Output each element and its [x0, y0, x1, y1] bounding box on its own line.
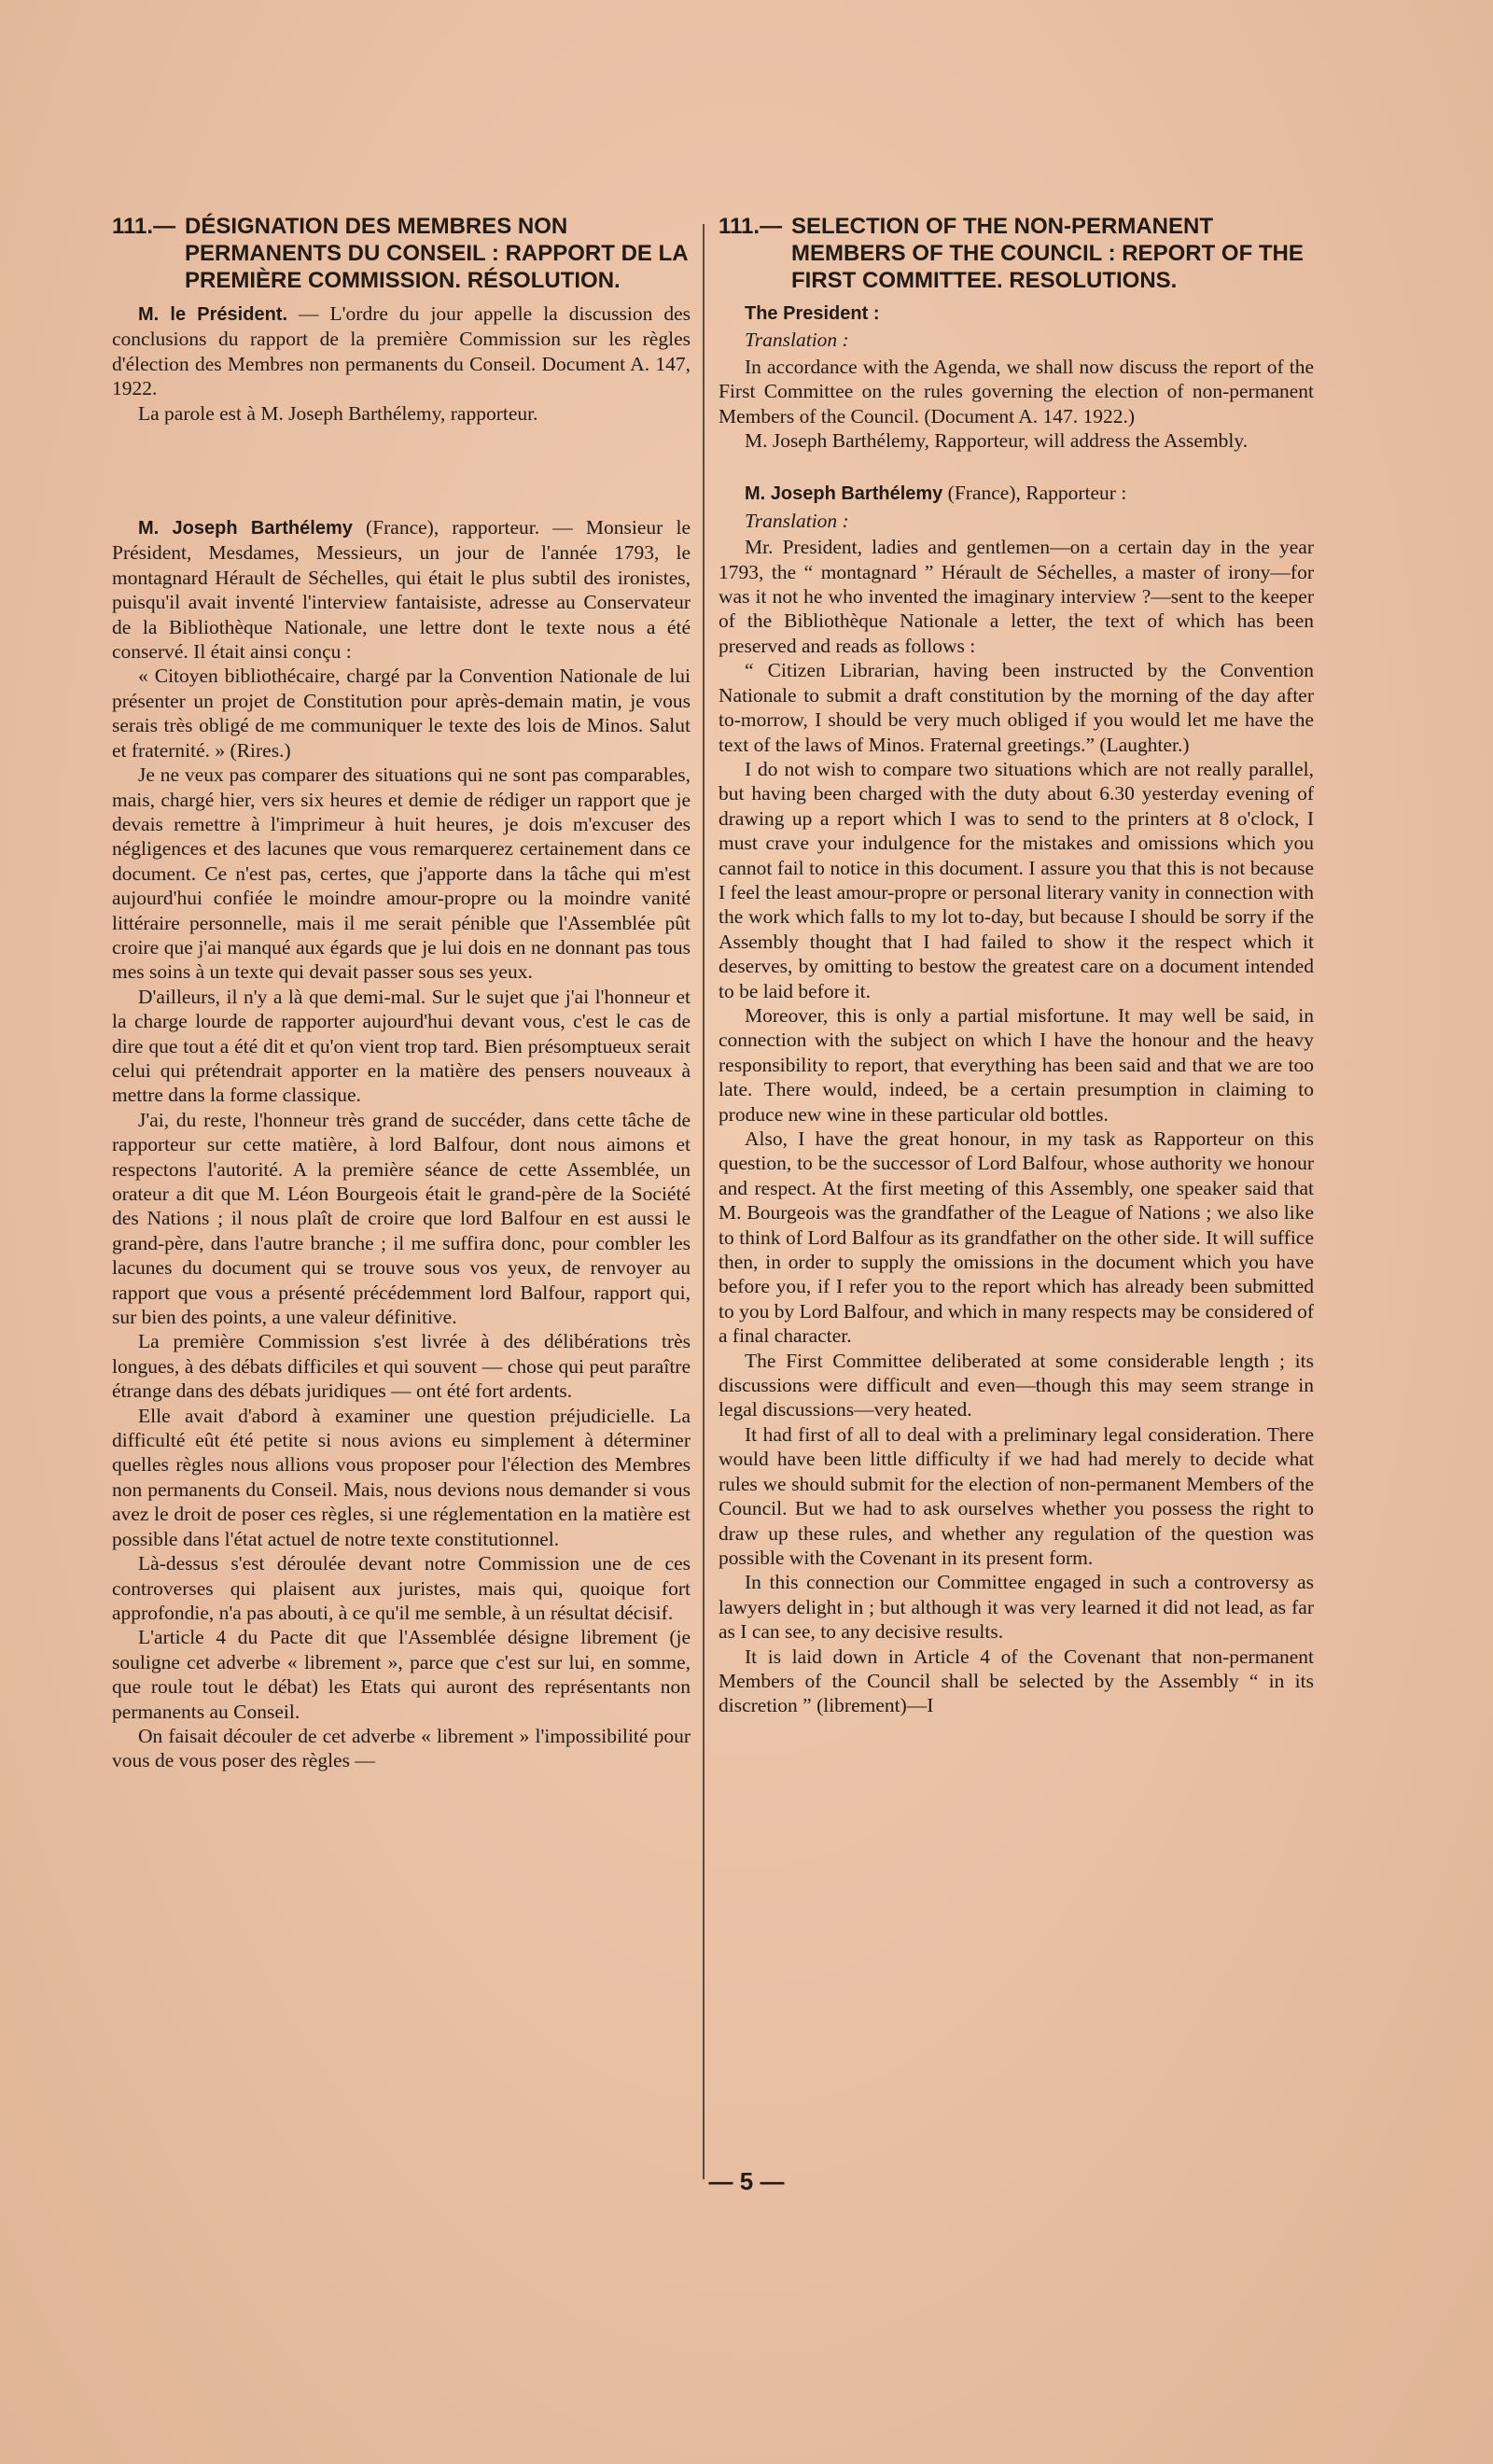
paragraph: M. le Président. — L'ordre du jour appelle la discussion des conclusions du rapport de la première Commission sur les règles d'élection des Membres non permanents du Conseil. Document A. 147, 1922.: [112, 302, 691, 400]
paragraph: I do not wish to compare two situations which are not really parallel, but having been charged with the duty about 6.30 yesterday evening of drawing up a report which I was to send to the printers at 8 o'clock, I must crave your indulgence for the mistakes and omissions which you cannot fail to notice in this document. I assure you that this is not because I feel the least amour-propre or personal literary vanity in connection with the work which falls to my lot to-day, but because I should be sorry if the Assembly thought that I had failed to show it the respect which it deserves, by omitting to bestow the greatest care on a document intended to be laid before it.: [719, 757, 1314, 1002]
paragraph: Mr. President, ladies and gentlemen—on a certain day in the year 1793, the “ montagnard ” Hérault de Séchelles, a master of irony—for was it not he who invented the imaginary interview ?—sent to the keeper of the Bibliothèque Nationale a letter, the text of which has been preserved and reads as follows :: [719, 536, 1314, 657]
french-column: [112, 213, 691, 1773]
paragraph: La parole est à M. Joseph Barthélemy, rapporteur.: [138, 401, 538, 425]
speaker-line: M. Joseph Barthélemy (France), Rapporteur :: [745, 482, 1127, 505]
paragraph: M. Joseph Barthélemy, Rapporteur, will address the Assembly.: [745, 429, 1249, 453]
spacer: [112, 426, 691, 515]
spacer: [719, 453, 1314, 479]
paragraph: In accordance with the Agenda, we shall now discuss the report of the First Committee on the rules governing the election of non-permanent Members of the Council. (Document A. 147. 1922.): [719, 355, 1314, 427]
section-number-en: 111.—: [719, 214, 783, 239]
speaker-name: M. le Président.: [138, 304, 287, 325]
section-heading-fr: [112, 213, 691, 294]
speaker-name: The President :: [745, 303, 880, 324]
paragraph: In this connection our Committee engaged in such a controversy as lawyers delight in ; but although it was very learned it did not lead, as far as I can see, to any decisive results.: [719, 1571, 1314, 1644]
paragraph: On faisait découler de cet adverbe « librement » l'impossibilité pour vous de vous poser des règles —: [112, 1724, 691, 1772]
paragraph: “ Citizen Librarian, having been instructed by the Convention Nationale to submit a draft constitution by the morning of the day after to-morrow, I should be very much obliged if you would let me have the text of the laws of Minos. Fraternal greetings.” (Laughter.): [719, 659, 1314, 756]
paragraph: Also, I have the great honour, in my task as Rapporteur on this question, to be the successor of Lord Balfour, whose authority we honour and respect. At the first meeting of this Assembly, one speaker said that M. Bourgeois was the grandfather of the League of Nations ; we also like to think of Lord Balfour as its grandfather on the other side. It will suffice then, in order to supply the omissions in the document which you have before you, if I refer you to the report which has already been submitted to you by Lord Balfour, and which in many respects may be considered of a final character.: [719, 1127, 1314, 1348]
paragraph: Elle avait d'abord à examiner une question préjudicielle. La difficulté eût été petite si nous avions eu simplement à déterminer quelles règles nous allions vous proposer pour l'élection des Membres non permanents du Conseil. Mais, nous devions nous demander si vous avez le droit de poser ces règles, si une réglementation en la matière est possible dans l'état actuel de notre texte constitutionnel.: [112, 1404, 691, 1550]
paragraph: Je ne veux pas comparer des situations qui ne sont pas comparables, mais, chargé hier, vers six heures et demie de rédiger un rapport que je devais remettre à l'imprimeur à huit heures, je dois m'excuser des négligences et des lacunes que vous remarquerez certainement dans ce document. Ce n'est pas, certes, que j'apporte dans la tâche qui m'est aujourd'hui confiée le moindre amour-propre ou la moindre vanité littéraire personnelle, mais il me serait pénible que l'Assemblée pût croire que j'ai manqué aux égards que je lui dois en ne donnant pas tous mes soins à un texte qui devait passer sous ses yeux.: [112, 763, 691, 984]
section-number-fr: 111.—: [112, 214, 176, 239]
speaker-name: M. Joseph Barthélemy: [745, 483, 943, 505]
paragraph: La première Commission s'est livrée à des délibérations très longues, à des débats difficiles et qui souvent — chose qui peut paraître étrange dans des débats juridiques — ont été fort ardents.: [112, 1330, 691, 1403]
translation-label: Translation :: [745, 509, 849, 532]
paragraph: It is laid down in Article 4 of the Covenant that non-permanent Members of the Council shall be selected by the Assembly “ in its discretion ” (librement)—I: [719, 1645, 1314, 1717]
paragraph: « Citoyen bibliothécaire, chargé par la Convention Nationale de lui présenter un projet de Constitution pour après-demain matin, je vous serais très obligé de me communiquer le texte des lois de Minos. Salut et fraternité. » (Rires.): [112, 665, 691, 762]
page-number: — 5 —: [708, 2167, 785, 2195]
paragraph: D'ailleurs, il n'y a là que demi-mal. Sur le sujet que j'ai l'honneur et la charge lourde de rapporter aujourd'hui devant vous, c'est le cas de dire que tout a été dit et qu'on vient trop tard. Bien présomptueux serait celui qui prétendrait apporter en la matière des pensers nouveaux à mettre dans la forme classique.: [112, 985, 691, 1107]
column-divider: [703, 224, 705, 2179]
paragraph: J'ai, du reste, l'honneur très grand de succéder, dans cette tâche de rapporteur sur cette matière, à lord Balfour, dont nous aimons et respectons l'autorité. A la première séance de cette Assemblée, un orateur a dit que M. Léon Bourgeois était le grand-père de la Société des Nations ; il nous plaît de croire que lord Balfour en est aussi le grand-père, dans l'autre branche ; il me suffira donc, pour combler les lacunes du document qui se trouve sous vos yeux, de renvoyer au rapport que vous a présenté précédemment lord Balfour, rapport qui, sur bien des points, a une valeur définitive.: [112, 1108, 691, 1329]
paragraph: The First Committee deliberated at some considerable length ; its discussions were difficult and even—though this may seem strange in legal discussions—very heated.: [719, 1349, 1314, 1421]
paragraph: It had first of all to deal with a preliminary legal consideration. There would have been little difficulty if we had had merely to decide what rules we should submit for the election of non-permanent Members of the Council. But we had to ask ourselves whether you possess the right to draw up these rules, and whether any regulation of the question was possible with the Covenant in its present form.: [719, 1422, 1314, 1569]
section-heading-en: [719, 213, 1314, 294]
paragraph: M. Joseph Barthélemy (France), rapporteur. — Monsieur le Président, Mesdames, Messieurs, un jour de l'année 1793, le montagnard Hérault de Séchelles, qui était le plus subtil des ironistes, puisqu'il avait inventé l'interview fantaisiste, adresse au Conservateur de la Bibliothèque Nationale, une lettre dont le texte nous a été conservé. Il était ainsi conçu :: [112, 516, 691, 664]
paragraph: L'article 4 du Pacte dit que l'Assemblée désigne librement (je souligne cet adverbe « librement », parce que c'est sur lui, en somme, que roule tout le débat) les Etats qui auront des représentants non permanents au Conseil.: [112, 1626, 691, 1723]
section-title-en: SELECTION OF THE NON-PERMANENT MEMBERS OF THE COUNCIL : REPORT OF THE FIRST COMMITTEE. RESOLUTIONS.: [791, 214, 1304, 293]
translation-label: Translation :: [745, 329, 849, 352]
paragraph: Là-dessus s'est déroulée devant notre Commission une de ces controverses qui plaisent aux juristes, mais qui, quoique fort approfondie, n'a pas abouti, à ce qu'il me semble, à un résultat décisif.: [112, 1552, 691, 1624]
speaker-name: M. Joseph Barthélemy: [138, 518, 353, 539]
english-column: [719, 213, 1314, 1718]
paragraph: Moreover, this is only a partial misfortune. It may well be said, in connection with the subject on which I have the honour and the heavy responsibility to report, that everything has been said and that we are too late. There would, indeed, be a certain presumption in claiming to produce new wine in these particular old bottles.: [719, 1003, 1314, 1126]
section-title-fr: DÉSIGNATION DES MEMBRES NON PERMANENTS DU CONSEIL : RAPPORT DE LA PREMIÈRE COMMISSION. RÉSOLUTION.: [185, 214, 688, 293]
